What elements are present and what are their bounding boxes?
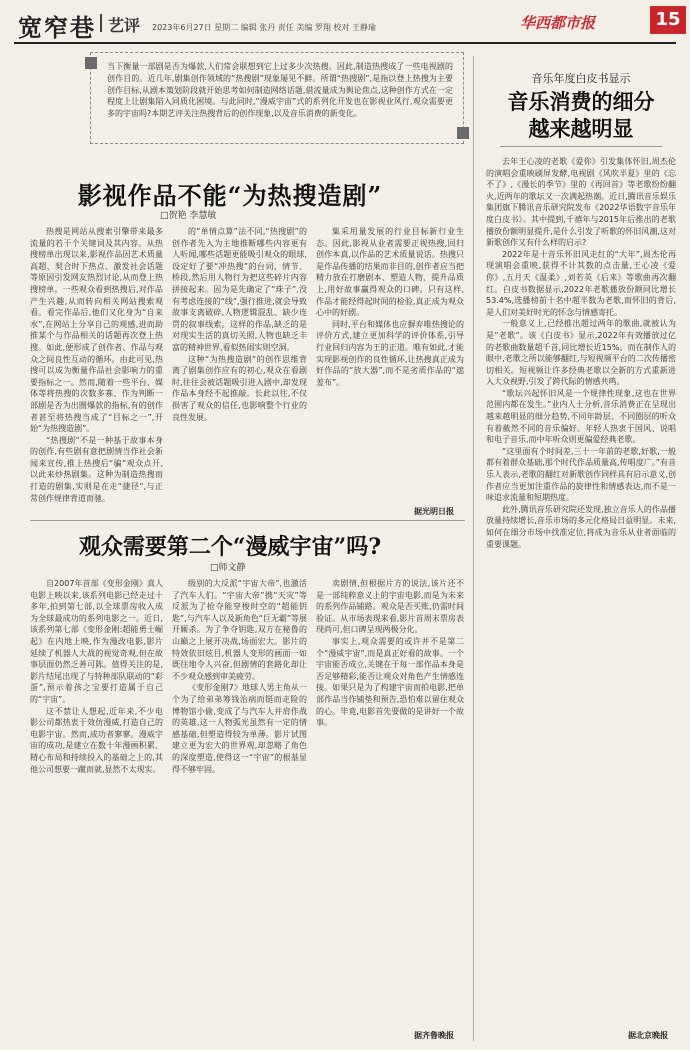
article3-paragraph: 2022年是十音乐怀旧风走红的“大年”,周杰伦再现演唱会重映,获得不计其数的点击量,王心凌《爱你》,五月天《温柔》,刘若英《后来》等歌曲再次翻红。白皮书数据显示,2022年老歌播放份额同比增长53.4%,选播榜前十名中超半数为老歌,而怀旧的背后,是人们对美好时光的怀念与情感寄托。 bbox=[486, 249, 676, 317]
article2-byline: □师文静 bbox=[210, 563, 246, 573]
edition-meta: 2023年6月27日 星期二 编辑 张丹 责任 美编 罗翔 校对 王静瑜 bbox=[152, 23, 376, 32]
article1-paragraph: 集采用量发展的行业目标新行业生态。因此,影视从业者需要正视热搜,回归创作本真,以作品的艺术质量说话。热搜只是作品传播的结果而非目的,创作者应当把精力放在打磨剧本、塑造人物、提升品质上,用好故事赢得观众的口碑。只有这样,作品才能经得起时间的检验,真正成为观众心中的好剧。 bbox=[316, 227, 464, 318]
article2-paragraph: 卖剧情,但根据片方的说法,该片还不是一部纯粹意义上的宇宙电影,而是为未来的系列作品铺路。观众是否买账,仍需时间验证。从市场表现来看,影片首周末票房表现尚可,但口碑呈现两极分化。 bbox=[316, 579, 464, 635]
article2-headline: 观众需要第二个“漫威宇宙”吗? bbox=[78, 534, 382, 560]
article1-paragraph: 这种“为热搜造剧”的创作思维背离了剧集创作应有的初心,观众在看剧时,往往会被话题吸引进入剧中,却发现作品本身经不起推敲。长此以往,不仅损害了观众的信任,也影响整个行业的良性发展。 bbox=[172, 354, 307, 422]
article2-paragraph: 事实上,观众需要的或许并不是第二个“漫威宇宙”,而是真正好看的故事。一个宇宙能否成立,关键在于每一部作品本身是否足够精彩,能否让观众对角色产生情感连接。如果只是为了构建宇宙而拍电影,把单部作品当作铺垫和预告,恐怕难以留住观众的心。毕竟,电影首先要做的是讲好一个故事。 bbox=[316, 636, 464, 728]
article3-kicker: 音乐年度白皮书显示 bbox=[531, 72, 631, 85]
article3-paragraph: 此外,腾讯音乐研究院还发现,独立音乐人的作品播放量持续增长,音乐市场的多元化格局日益明显。未来,如何在细分市场中找准定位,将成为音乐从业者面临的重要课题。 bbox=[486, 504, 676, 549]
article2-credit: 据齐鲁晚报 bbox=[414, 1031, 454, 1040]
article1-paragraph: 的“单情点算”法不同,“热搜剧”的创作者先入为主地推断哪些内容更有人听闻,哪些话题更能吸引观众的眼球,设定好了要“冲热搜”的台词、情节、桥段,然后用人物行为把这些碎片内容拼接起来。因为是先确定了“珠子”,没有考虑连接的“线”,强行推进,就会导致故事支离破碎,人物逻辑混乱、缺少连贯的叙事线索。这样的作品,缺乏的是对现实生活的真切关照,人物也缺乏丰富的精神世界,看似热闹实则空洞。 bbox=[172, 227, 307, 352]
article2-column-3 bbox=[316, 578, 464, 1024]
header-rule bbox=[14, 42, 676, 44]
header-divider bbox=[100, 14, 102, 32]
article2-paragraph: 这不禁让人想起,近年来,不少电影公司都热衷于效仿漫威,打造自己的电影宇宙。然而,成功者寥寥。漫威宇宙的成功,是建立在数十年漫画积累、精心布局和持续投入的基础之上的,其他公司想要一蹴而就,显然不太现实。 bbox=[30, 706, 163, 774]
section-subtitle: 艺评 bbox=[108, 16, 141, 35]
article-divider bbox=[30, 520, 465, 521]
article3-column bbox=[486, 156, 676, 1028]
article1-headline: 影视作品不能“为热搜造剧” bbox=[77, 181, 383, 210]
corner-square-icon bbox=[457, 127, 469, 139]
headline-rule bbox=[500, 146, 662, 147]
article1-paragraph: 热搜是网站从搜索引擎带来最多流量的若干个关键词及其内容。从热搜榜单出现以来,影视作品因艺术质量高超、契合时下热点、激发社会话题等原因引发网友热烈讨论,从而登上热搜榜单。一些观众看到热搜后,对作品产生兴趣,从而转向相关网站搜索观看。看完作品后,他们又化身为“自来水”,在网站上分享自己的观感,进而助推某个与作品相关的话题再次登上热搜。如此,便形成了创作者、作品与观众之间良性互动的循环。由此可见,热搜可以成为衡量作品社会影响力的重要指标之一。然而,随着一些平台、媒体等将热搜的次数多寡、作为判断一部剧是否为出圈爆款的指标,有的创作者甚至将热搜当成了“目标之一”,开始“为热搜造剧”。 bbox=[30, 227, 163, 434]
article2-paragraph: 自2007年首部《变形金刚》真人电影上映以来,该系列电影已经走过十多年,拍到第七部,以全球票房收入成为全球最成功的系列电影之一。近日,该系列第七部《变形金刚:超能勇士崛起》在内地上映,作为漫改电影,影片延续了机器人大战的视觉奇观,但在故事层面仍然乏善可陈。值得关注的是,影片结尾出现了与特种部队联动的“彩蛋”,预示着孩之宝要打造属于自己的“宇宙”。 bbox=[30, 579, 163, 704]
newspaper-logo: 华西都市报 bbox=[520, 14, 596, 32]
article3-headline bbox=[486, 88, 676, 142]
article1-column-3 bbox=[316, 226, 464, 504]
column-divider bbox=[473, 56, 474, 1041]
page-header bbox=[0, 0, 690, 44]
article3-paragraph: “歌坛兴起怀旧风是一个规律性现象,这也在世界范围内都在发生。”业内人士分析,音乐消费正在呈现出越来越明显的细分趋势,不同年龄层、不同圈层的听众有着截然不同的音乐偏好。年轻人热衷于国风、说唱和电子音乐,而中年听众则更偏爱经典老歌。 bbox=[486, 388, 676, 445]
article3-headline-line: 越来越明显 bbox=[528, 116, 634, 141]
article3-credit: 据北京晚报 bbox=[628, 1031, 668, 1040]
article1-paragraph: 同时,平台和媒体也应摒弃唯热搜论的评价方式,建立更加科学的评价体系,引导行业回归内容为王的正道。唯有如此,才能实现影视创作的良性循环,让热搜真正成为好作品的“放大器”,而不是劣质作品的“遮羞布”。 bbox=[316, 319, 464, 387]
section-title: 宽窄巷 bbox=[18, 13, 96, 42]
article2-column-2 bbox=[172, 578, 307, 1040]
article1-paragraph: “热搜剧”不是一种基于故事本身的创作,有些剧有意把剧情当作社会新闻来宣传,推上热搜后“骗”观众点开,以此来炒热剧集。这种为制造热搜而打造的剧集,实则是在走“捷径”,与正常创作规律背道而驰。 bbox=[30, 435, 163, 503]
article3-paragraph: “这里面有个时间差,三十一年前的老歌,好歌,一般都有着群众基础,那个时代作品质量高,传唱度广。”有音乐人表示,老歌的翻红对新歌创作同样具有启示意义,创作者应当更加注重作品的旋律性和情感表达,而不是一味追求流量和短期热度。 bbox=[486, 446, 676, 503]
article2-paragraph: 级别的大反派“宇宙大帝”,也激活了汽车人们。“宇宙大帝”携“天灾”等反派为了抢夺能穿梭时空的“超能钥匙”,与汽车人以及新角色“巨无霸”等展开厮杀。为了争夺钥匙,双方在秘鲁的山巅之上展开决战,场面宏大。影片的特效依旧炫目,机器人变形的画面一如既往地令人兴奋,但剧情的套路化却让不少观众感到审美疲劳。 bbox=[172, 579, 307, 681]
intro-box bbox=[90, 52, 464, 144]
article1-column-1 bbox=[30, 226, 163, 516]
article2-column-1 bbox=[30, 578, 163, 1040]
corner-square-icon bbox=[85, 57, 97, 69]
article1-column-2 bbox=[172, 226, 307, 516]
article1-credit: 据光明日报 bbox=[414, 507, 454, 516]
article2-paragraph: 《变形金刚7》地球人男主角从一个为了给弟弟筹钱治病而铤而走险的博物馆小偷,变成了与汽车人并肩作战的英雄,这一人物弧光虽然有一定的情感基础,但塑造得较为单薄。影片试图建立更为宏大的世界观,却忽略了角色的深度塑造,使得这一“宇宙”的根基显得不够牢固。 bbox=[172, 683, 307, 774]
page-number: 15 bbox=[650, 6, 686, 34]
article3-paragraph: 一般意义上,已经推出超过两年的歌曲,就被认为是“老歌”。该《白皮书》显示,2022年有效播放过亿的老歌曲数量超千首,同比增长近15%。而在制作人的眼中,老歌之所以能够翻红,与短视频平台的二次传播密切相关。短视频让许多经典老歌以全新的方式重新进入大众视野,引发了跨代际的情感共鸣。 bbox=[486, 319, 676, 387]
article3-paragraph: 去年王心凌的老歌《爱你》引发集体怀旧,周杰伦的演唱会重映刷屏发酵,电视剧《风吹半夏》里的《忘不了》,《漫长的季节》里的《再回首》等老歌纷纷翻火,近两年的歌坛又一次满起热潮。近日,腾讯音乐娱乐集团旗下腾讯音乐研究院发布《2022华语数字音乐年度白皮书》。其中提到,千禧年与2015年后推出的老歌播放份额明显提升,是什么引发了听歌的怀旧风潮,这对新歌创作又有什么样的启示? bbox=[486, 157, 676, 248]
article1-byline: □贺艳 李慧敏 bbox=[160, 211, 217, 221]
intro-text: 当下衡量一部剧是否为爆款,人们常会联想到它上过多少次热搜。因此,制造热搜成了一些电视剧的创作目的。近几年,剧集创作领域的“热搜剧”现象屡见不鲜。所谓“热搜剧”,是指以登上热搜为主要创作目标,从剧本策划阶段就开始思考如何制造网络话题,借流量成为舆论焦点,这种创作方式在一定程度上让剧集陷入同质化困境。与此同时,“漫威宇宙”式的系列化开发也在影视业风行,观众需要更多的宇宙吗?本期艺评关注热搜背后的创作现象,以及音乐消费的新变化。 bbox=[107, 62, 453, 119]
article3-headline-line: 音乐消费的细分 bbox=[507, 89, 655, 114]
